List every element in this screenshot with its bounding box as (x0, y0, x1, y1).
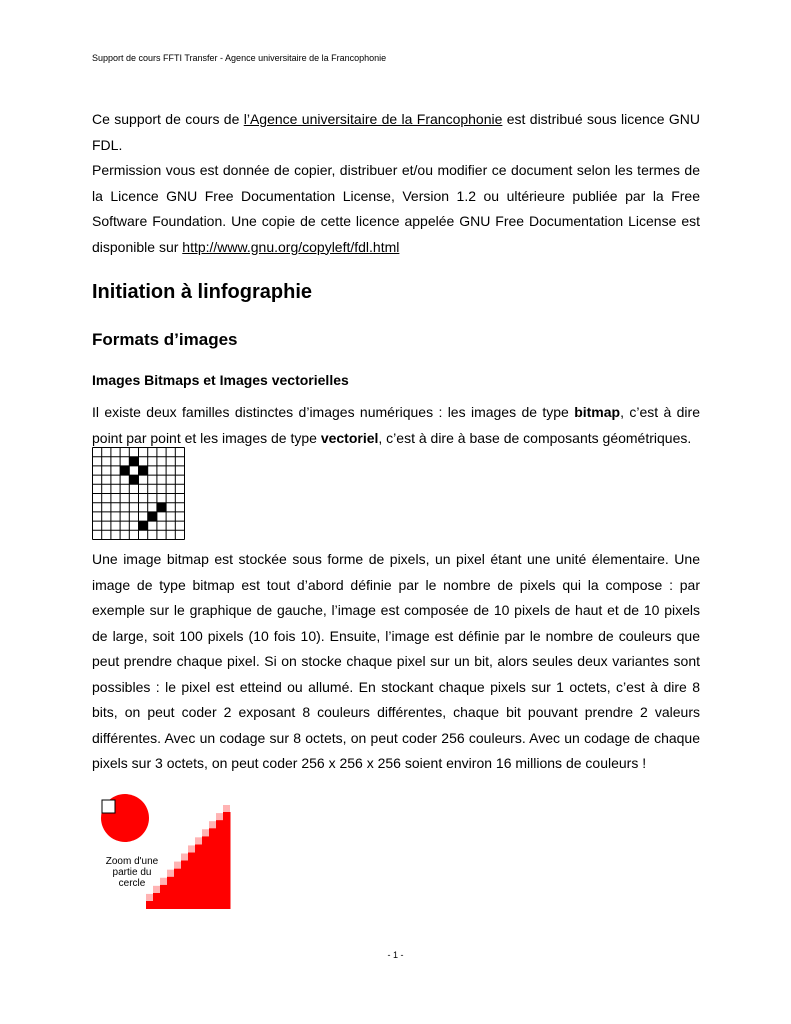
bitmap-explanation: Une image bitmap est stockée sous forme de pixels, un pixel étant une unité élementaire. Une image de type bitmap est tout d’abord définie par le nombre de pixels qui la compose : par exemple sur le graphique de gauche, l’image est composée de 10 pixels de haut et de 10 pixels de large, soit 100 pixels (10 fois 10). Ensuite, l’image est définie par le nombre de couleurs que peut prendre chaque pixel. Si on stocke chaque pixel sur un bit, alors seules deux variantes sont possibles : le pixel est etteind ou allumé. En stockant chaque pixels sur 1 octets, c’est à dire 8 bits, on peut coder 2 exposant 8 couleurs différentes, chaque bit pouvant prendre 2 valeurs différentes. Avec un codage sur 8 octets, on peut coder 256 couleurs. Avec un codage de chaque pixels sur 3 octets, on peut coder 256 x 256 x 256 soient environ 16 millions de couleurs ! (92, 551, 700, 771)
zoomed-pixel (209, 828, 217, 909)
filled-pixel (157, 503, 166, 512)
antialias-pixel (216, 813, 223, 820)
license-notice (92, 107, 700, 260)
filled-pixel (139, 521, 148, 530)
intro-paragraph (92, 400, 700, 451)
antialias-pixel (195, 837, 202, 844)
page-header: Support de cours FFTI Transfer - Agence universitaire de la Francophonie (92, 53, 387, 63)
permission-text (92, 158, 700, 260)
zoomed-pixel (146, 901, 154, 909)
antialias-pixel (153, 886, 160, 893)
zoomed-pixel (167, 877, 175, 909)
zoomed-pixel (153, 893, 161, 909)
license-text-start: Ce support de cours de (92, 111, 244, 127)
fdl-url-link[interactable]: http://www.gnu.org/copyleft/fdl.html (182, 238, 400, 255)
permission-body: Permission vous est donnée de copier, distribuer et/ou modifier ce document selon les termes de la Licence GNU Free Documentation License, Version 1.2 ou ultérieure publiée par la Free Software Foundation. Une copie de cette licence appelée GNU Free Documentation License est disponible sur (92, 162, 700, 255)
page-title: Initiation à linfographie (92, 281, 312, 303)
license-text-end: est distribué sous licence GNU FDL. (92, 111, 701, 153)
zoomed-pixel (181, 861, 189, 910)
para1-part1: Il existe deux familles distinctes d’images numériques : les images de type (92, 404, 575, 420)
zoomed-pixel-edge (146, 805, 231, 909)
antialias-pixel (223, 805, 230, 812)
zoomed-pixel (223, 812, 231, 909)
antialias-pixel (160, 878, 167, 885)
antialias-pixel (188, 845, 195, 852)
antialias-pixel (181, 854, 188, 861)
filled-pixel (120, 466, 129, 475)
zoomed-pixel (160, 885, 168, 909)
pixel-grid-figure (92, 447, 186, 541)
license-line (92, 107, 700, 158)
antialias-pixel (167, 870, 174, 877)
zoomed-pixel (195, 844, 203, 909)
zoomed-pixel (216, 820, 224, 909)
subsection-heading: Images Bitmaps et Images vectorielles (92, 372, 349, 388)
antialias-pixel (146, 894, 153, 901)
filled-pixel (139, 466, 148, 475)
zoomed-pixel (188, 852, 196, 909)
filled-pixel (148, 512, 157, 521)
page-number: - 1 - (387, 950, 404, 960)
section-heading: Formats d’images (92, 330, 238, 349)
zoomed-pixel (174, 869, 182, 909)
zoom-caption-3: cercle (118, 878, 146, 889)
zoom-box (102, 800, 115, 813)
zoom-caption-2: partie du (112, 867, 152, 878)
bitmap-term: bitmap (574, 404, 621, 420)
antialias-pixel (202, 829, 209, 836)
filled-pixel (129, 457, 138, 466)
zoomed-pixel (202, 836, 210, 909)
antialias-pixel (174, 862, 181, 869)
vectoriel-term: vectoriel (320, 429, 379, 446)
para1-part2: , c’est à dire point par point et les images de type (92, 404, 700, 446)
agency-link[interactable]: l’Agence universitaire de la Francophonie (243, 111, 503, 127)
zoom-caption-1: Zoom d'une (105, 856, 159, 867)
circle-zoom-figure (98, 792, 238, 914)
antialias-pixel (209, 821, 216, 828)
filled-pixel (129, 475, 138, 484)
para1-part3: , c’est à dire à base de composants géométriques. (378, 429, 692, 446)
